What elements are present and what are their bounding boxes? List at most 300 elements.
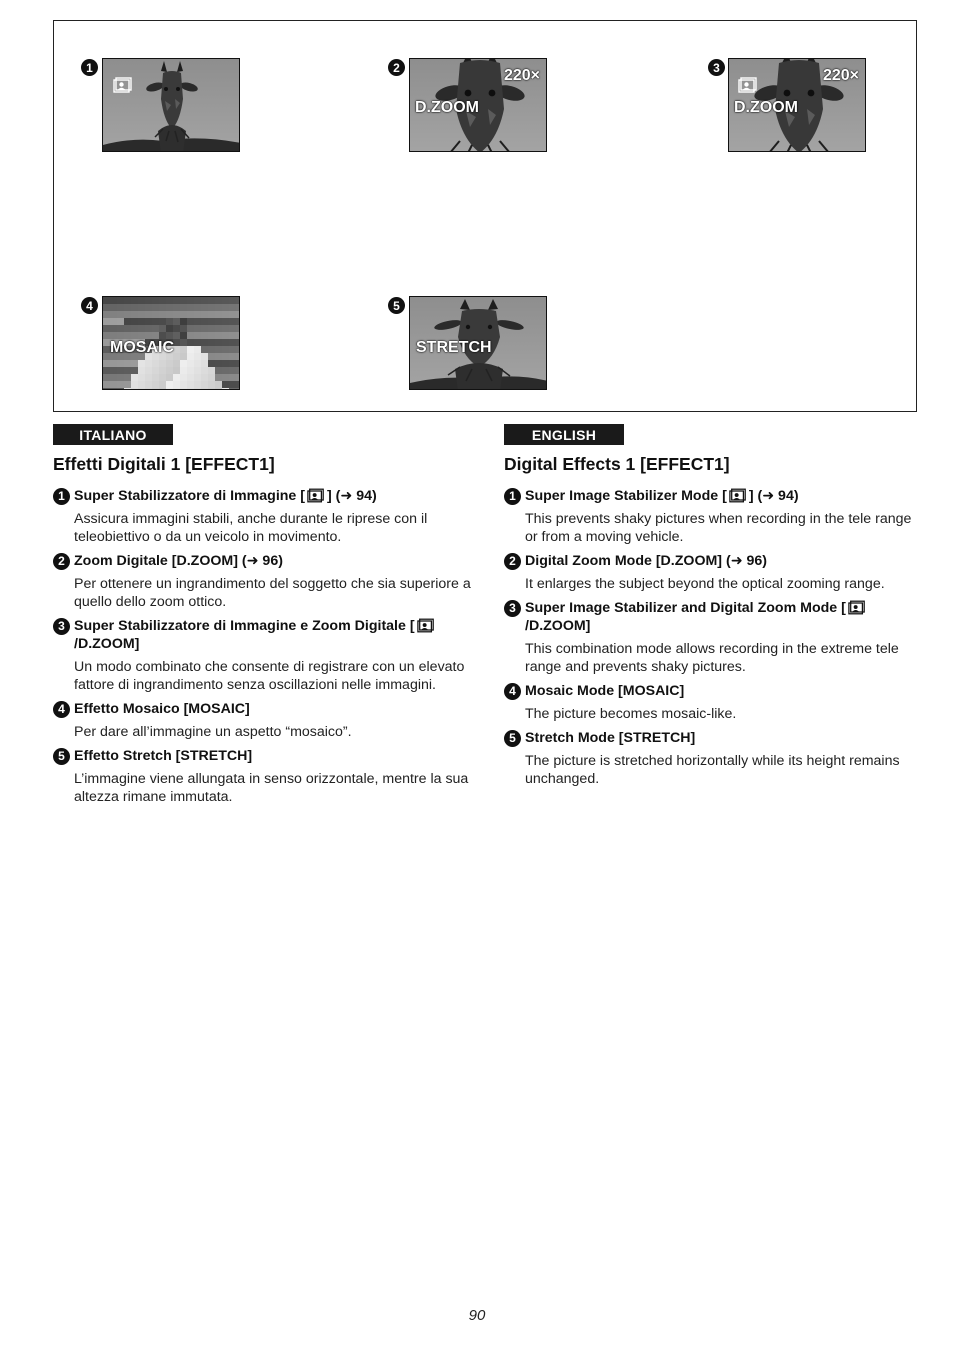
mosaic-tile — [187, 367, 194, 374]
mosaic-tile — [166, 297, 173, 304]
mosaic-label: MOSAIC — [110, 339, 174, 356]
mosaic-tile — [131, 325, 138, 332]
mosaic-tile — [110, 367, 117, 374]
item-heading-text: /D.ZOOM] — [74, 636, 140, 652]
item-heading-text: Digital Zoom Mode [D.ZOOM] (➜ 96) — [525, 553, 768, 569]
mosaic-tile — [208, 297, 215, 304]
mosaic-tile — [222, 304, 229, 311]
mosaic-tile — [236, 339, 240, 346]
step-number-badge: 5 — [53, 748, 70, 765]
item-heading — [504, 599, 924, 635]
mosaic-tile — [208, 304, 215, 311]
mosaic-tile — [194, 353, 201, 360]
mosaic-tile — [117, 381, 124, 388]
mosaic-tile — [103, 353, 110, 360]
mosaic-tile — [110, 318, 117, 325]
mosaic-tile — [229, 297, 236, 304]
mosaic-tile — [180, 325, 187, 332]
mosaic-tile — [180, 346, 187, 353]
stabilizer-icon — [417, 618, 435, 633]
list-item — [53, 700, 473, 741]
mosaic-tile — [159, 374, 166, 381]
mosaic-tile — [131, 311, 138, 318]
mosaic-tile — [124, 381, 131, 388]
step-number-badge: 1 — [53, 488, 70, 505]
mosaic-tile — [124, 367, 131, 374]
mosaic-tile — [152, 304, 159, 311]
item-description: It enlarges the subject beyond the optical zooming range. — [525, 576, 885, 592]
mosaic-tile — [236, 367, 240, 374]
mosaic-tile — [236, 304, 240, 311]
item-description: Per ottenere un ingrandimento del soggetto che sia superiore a quello dello zoom ottico. — [74, 576, 471, 610]
mosaic-tile — [145, 388, 152, 390]
item-heading — [53, 747, 473, 765]
mosaic-tile — [159, 297, 166, 304]
language-label-english: ENGLISH — [504, 424, 624, 445]
mosaic-tile — [236, 311, 240, 318]
mosaic-tile — [173, 325, 180, 332]
mosaic-tile — [229, 318, 236, 325]
mosaic-tile — [215, 318, 222, 325]
item-heading — [53, 700, 473, 718]
mosaic-tile — [152, 332, 159, 339]
mosaic-tile — [103, 339, 110, 346]
item-description: Un modo combinato che consente di registrare con un elevato fattore di ingrandimento senza oscillazioni nelle immagini. — [74, 659, 465, 693]
mosaic-tile — [173, 346, 180, 353]
mosaic-tile — [194, 381, 201, 388]
mosaic-tile — [201, 346, 208, 353]
mosaic-tile — [166, 318, 173, 325]
mosaic-tile — [103, 332, 110, 339]
mosaic-tile — [159, 304, 166, 311]
stabilizer-icon — [113, 77, 133, 93]
mosaic-tile — [159, 388, 166, 390]
mosaic-tile — [229, 381, 236, 388]
mosaic-tile — [208, 360, 215, 367]
mosaic-tile — [229, 304, 236, 311]
item-heading — [504, 487, 924, 505]
mosaic-tile — [166, 311, 173, 318]
mosaic-tile — [166, 304, 173, 311]
step-number-badge: 4 — [81, 297, 98, 314]
mosaic-tile — [159, 318, 166, 325]
mosaic-tile — [222, 367, 229, 374]
mosaic-tile — [187, 318, 194, 325]
item-heading — [53, 617, 473, 653]
mosaic-tile — [201, 360, 208, 367]
mosaic-tile — [222, 318, 229, 325]
mosaic-tile — [215, 332, 222, 339]
mosaic-tile — [124, 360, 131, 367]
mosaic-tile — [187, 311, 194, 318]
mosaic-tile — [201, 381, 208, 388]
step-number-badge: 3 — [53, 618, 70, 635]
item-heading-text: Effetto Stretch [STRETCH] — [74, 748, 253, 764]
mosaic-tile — [180, 374, 187, 381]
mosaic-tile — [215, 311, 222, 318]
mosaic-tile — [138, 374, 145, 381]
mosaic-tile — [229, 367, 236, 374]
item-description: L’immagine viene allungata in senso orizzontale, mentre la sua altezza rimane immutata. — [74, 771, 469, 805]
mosaic-tile — [194, 346, 201, 353]
mosaic-tile — [110, 304, 117, 311]
mosaic-tile — [124, 388, 131, 390]
mosaic-tile — [180, 360, 187, 367]
step-number-badge: 4 — [53, 701, 70, 718]
mosaic-tile — [222, 360, 229, 367]
list-item — [53, 617, 473, 694]
mosaic-tile — [173, 318, 180, 325]
mosaic-tile — [103, 374, 110, 381]
mosaic-tile — [180, 339, 187, 346]
mosaic-tile — [131, 367, 138, 374]
mosaic-tile — [201, 374, 208, 381]
viewfinder-image-stabilizer — [102, 58, 240, 152]
mosaic-tile — [222, 297, 229, 304]
mosaic-tile — [131, 304, 138, 311]
mosaic-tile — [236, 325, 240, 332]
mosaic-tile — [159, 367, 166, 374]
mosaic-tile — [110, 332, 117, 339]
mosaic-tile — [152, 360, 159, 367]
mosaic-tile — [159, 325, 166, 332]
mosaic-tile — [117, 360, 124, 367]
mosaic-tile — [215, 388, 222, 390]
mosaic-tile — [110, 381, 117, 388]
mosaic-tile — [201, 325, 208, 332]
step-number-badge: 5 — [388, 297, 405, 314]
mosaic-tile — [124, 297, 131, 304]
mosaic-tile — [215, 353, 222, 360]
mosaic-tile — [145, 297, 152, 304]
mosaic-tile — [194, 367, 201, 374]
mosaic-tile — [145, 304, 152, 311]
mosaic-tile — [201, 339, 208, 346]
list-item — [504, 487, 924, 546]
mosaic-tile — [201, 388, 208, 390]
mosaic-tile — [180, 367, 187, 374]
mosaic-tile — [187, 381, 194, 388]
mosaic-tile — [187, 332, 194, 339]
mosaic-tile — [229, 339, 236, 346]
mosaic-tile — [152, 318, 159, 325]
mosaic-tile — [229, 311, 236, 318]
mosaic-tile — [194, 339, 201, 346]
mosaic-tile — [173, 297, 180, 304]
english-column — [504, 487, 924, 794]
mosaic-tile — [187, 360, 194, 367]
mosaic-tile — [229, 388, 236, 390]
mosaic-tile — [173, 332, 180, 339]
step-number-badge: 4 — [504, 683, 521, 700]
list-item — [504, 682, 924, 723]
mosaic-tile — [166, 325, 173, 332]
mosaic-tile — [194, 318, 201, 325]
mosaic-tile — [117, 367, 124, 374]
mosaic-tile — [131, 360, 138, 367]
mosaic-tile — [152, 388, 159, 390]
mosaic-tile — [145, 374, 152, 381]
mosaic-tile — [187, 346, 194, 353]
mosaic-tile — [187, 297, 194, 304]
mosaic-tile — [229, 325, 236, 332]
mosaic-tile — [110, 311, 117, 318]
mosaic-tile — [124, 325, 131, 332]
mosaic-tile — [201, 353, 208, 360]
mosaic-tile — [208, 325, 215, 332]
mosaic-tile — [103, 304, 110, 311]
item-heading — [504, 552, 924, 570]
mosaic-tile — [222, 332, 229, 339]
mosaic-tile — [166, 388, 173, 390]
mosaic-tile — [173, 381, 180, 388]
mosaic-tile — [110, 297, 117, 304]
mosaic-tile — [229, 346, 236, 353]
mosaic-tile — [152, 381, 159, 388]
mosaic-tile — [103, 325, 110, 332]
mosaic-tile — [138, 318, 145, 325]
mosaic-tile — [145, 360, 152, 367]
mosaic-tile — [208, 388, 215, 390]
item-description: The picture becomes mosaic-like. — [525, 706, 737, 722]
mosaic-tile — [138, 381, 145, 388]
mosaic-tile — [236, 346, 240, 353]
mosaic-tile — [194, 297, 201, 304]
mosaic-tile — [152, 325, 159, 332]
mosaic-tile — [173, 304, 180, 311]
mosaic-tile — [180, 311, 187, 318]
mosaic-tile — [103, 297, 110, 304]
mosaic-tile — [229, 332, 236, 339]
mosaic-tile — [194, 332, 201, 339]
mosaic-tile — [222, 388, 229, 390]
mosaic-tile — [173, 339, 180, 346]
mosaic-tile — [194, 311, 201, 318]
mosaic-tile — [187, 339, 194, 346]
section-title-italian: Effetti Digitali 1 [EFFECT1] — [53, 454, 275, 474]
item-heading-text: ] (➜ 94) — [748, 488, 799, 504]
mosaic-tile — [222, 353, 229, 360]
mosaic-tile — [152, 367, 159, 374]
mosaic-tile — [236, 318, 240, 325]
mosaic-tile — [222, 311, 229, 318]
mosaic-tile — [138, 360, 145, 367]
mosaic-tile — [173, 360, 180, 367]
item-description: The picture is stretched horizontally while its height remains unchanged. — [525, 753, 900, 787]
mosaic-tile — [222, 325, 229, 332]
mosaic-tile — [131, 374, 138, 381]
mosaic-tile — [201, 297, 208, 304]
item-heading-text: Effetto Mosaico [MOSAIC] — [74, 701, 250, 717]
mosaic-tile — [110, 325, 117, 332]
stabilizer-icon — [307, 488, 325, 503]
list-item — [53, 747, 473, 806]
mosaic-tile — [215, 381, 222, 388]
mosaic-tile — [215, 374, 222, 381]
dzoom-label: D.ZOOM — [734, 99, 798, 116]
item-heading-text: Stretch Mode [STRETCH] — [525, 730, 696, 746]
mosaic-tile — [117, 388, 124, 390]
stabilizer-icon — [848, 600, 866, 615]
mosaic-tile — [194, 360, 201, 367]
mosaic-tile — [103, 388, 110, 390]
stabilizer-icon — [729, 488, 747, 503]
mosaic-tile — [117, 332, 124, 339]
mosaic-tile — [138, 332, 145, 339]
mosaic-tile — [180, 318, 187, 325]
viewfinder-stretch — [409, 296, 547, 390]
mosaic-tile — [180, 304, 187, 311]
stabilizer-icon — [738, 77, 758, 93]
mosaic-tile — [187, 325, 194, 332]
mosaic-tile — [103, 318, 110, 325]
mosaic-tile — [166, 360, 173, 367]
mosaic-tile — [152, 311, 159, 318]
mosaic-tile — [131, 318, 138, 325]
mosaic-tile — [124, 374, 131, 381]
step-number-badge: 3 — [504, 600, 521, 617]
step-number-badge: 5 — [504, 730, 521, 747]
item-heading-text: Super Stabilizzatore di Immagine e Zoom Digitale [ — [74, 618, 415, 634]
mosaic-tile — [117, 374, 124, 381]
mosaic-tile — [222, 339, 229, 346]
mosaic-tile — [180, 353, 187, 360]
mosaic-tile — [173, 388, 180, 390]
mosaic-tile — [236, 374, 240, 381]
item-description: This prevents shaky pictures when recording in the tele range or from a moving vehicle. — [525, 511, 912, 545]
list-item — [53, 552, 473, 611]
item-heading-text: Super Image Stabilizer Mode [ — [525, 488, 727, 504]
mosaic-tile — [208, 381, 215, 388]
mosaic-tile — [194, 304, 201, 311]
item-heading-text: Super Stabilizzatore di Immagine [ — [74, 488, 305, 504]
mosaic-tile — [152, 297, 159, 304]
mosaic-tile — [215, 339, 222, 346]
mosaic-tile — [201, 367, 208, 374]
mosaic-tile — [180, 332, 187, 339]
item-heading — [53, 552, 473, 570]
mosaic-tile — [173, 311, 180, 318]
list-item — [504, 599, 924, 676]
mosaic-tile — [131, 297, 138, 304]
mosaic-tile — [152, 374, 159, 381]
mosaic-tile — [187, 353, 194, 360]
italian-column — [53, 487, 473, 812]
mosaic-tile — [166, 367, 173, 374]
mosaic-tile — [201, 318, 208, 325]
mosaic-tile — [117, 297, 124, 304]
mosaic-tile — [131, 388, 138, 390]
mosaic-tile — [103, 346, 110, 353]
mosaic-tile — [194, 374, 201, 381]
mosaic-tile — [208, 367, 215, 374]
mosaic-tile — [215, 367, 222, 374]
mosaic-tile — [222, 346, 229, 353]
mosaic-tile — [138, 297, 145, 304]
mosaic-tile — [222, 381, 229, 388]
mosaic-tile — [229, 360, 236, 367]
item-description: This combination mode allows recording in the extreme tele range and prevents shaky pictures. — [525, 641, 899, 675]
mosaic-tile — [187, 304, 194, 311]
mosaic-tile — [166, 332, 173, 339]
mosaic-tile — [159, 311, 166, 318]
item-heading — [53, 487, 473, 505]
mosaic-tile — [236, 388, 240, 390]
mosaic-tile — [236, 360, 240, 367]
viewfinder-mosaic — [102, 296, 240, 390]
mosaic-tile — [236, 332, 240, 339]
mosaic-tile — [173, 367, 180, 374]
mosaic-tile — [138, 311, 145, 318]
mosaic-tile — [159, 332, 166, 339]
mosaic-tile — [103, 381, 110, 388]
mosaic-tile — [180, 381, 187, 388]
mosaic-tile — [124, 318, 131, 325]
mosaic-tile — [208, 374, 215, 381]
mosaic-tile — [208, 311, 215, 318]
mosaic-tile — [194, 388, 201, 390]
item-heading-text: Zoom Digitale [D.ZOOM] (➜ 96) — [74, 553, 283, 569]
mosaic-tile — [208, 318, 215, 325]
mosaic-tile — [180, 297, 187, 304]
mosaic-tile — [103, 360, 110, 367]
mosaic-tile — [131, 332, 138, 339]
mosaic-tile — [145, 325, 152, 332]
step-number-badge: 1 — [504, 488, 521, 505]
item-heading-text: ] (➜ 94) — [326, 488, 377, 504]
stretch-label: STRETCH — [416, 339, 492, 356]
mosaic-tile — [138, 388, 145, 390]
list-item — [504, 729, 924, 788]
item-heading-text: Super Image Stabilizer and Digital Zoom Mode [ — [525, 600, 846, 616]
mosaic-tile — [208, 353, 215, 360]
mosaic-tile — [110, 388, 117, 390]
viewfinder-digital-zoom — [409, 58, 547, 152]
mosaic-tile — [236, 353, 240, 360]
mosaic-tile — [138, 367, 145, 374]
mosaic-tile — [145, 381, 152, 388]
item-description: Assicura immagini stabili, anche durante le riprese con il teleobiettivo o da un veicolo in movimento. — [74, 511, 428, 545]
mosaic-tile — [236, 381, 240, 388]
mosaic-tile — [208, 346, 215, 353]
mosaic-tile — [201, 304, 208, 311]
step-number-badge: 2 — [53, 553, 70, 570]
viewfinder-stabilizer-zoom — [728, 58, 866, 152]
mosaic-tile — [124, 332, 131, 339]
mosaic-tile — [103, 367, 110, 374]
mosaic-tile — [215, 360, 222, 367]
mosaic-tile — [145, 367, 152, 374]
zoom-ratio-readout: 220× — [503, 67, 540, 84]
mosaic-tile — [215, 304, 222, 311]
mosaic-tile — [215, 297, 222, 304]
dzoom-label: D.ZOOM — [415, 99, 479, 116]
mosaic-tile — [117, 311, 124, 318]
mosaic-tile — [229, 374, 236, 381]
item-description: Per dare all’immagine un aspetto “mosaico”. — [74, 724, 352, 740]
mosaic-tile — [208, 332, 215, 339]
mosaic-tile — [194, 325, 201, 332]
mosaic-tile — [124, 311, 131, 318]
step-number-badge: 2 — [504, 553, 521, 570]
zoom-ratio-readout: 220× — [822, 67, 859, 84]
mosaic-tile — [159, 360, 166, 367]
mosaic-tile — [173, 374, 180, 381]
mosaic-tile — [138, 304, 145, 311]
list-item — [504, 552, 924, 593]
mosaic-tile — [117, 325, 124, 332]
step-number-badge: 3 — [708, 59, 725, 76]
